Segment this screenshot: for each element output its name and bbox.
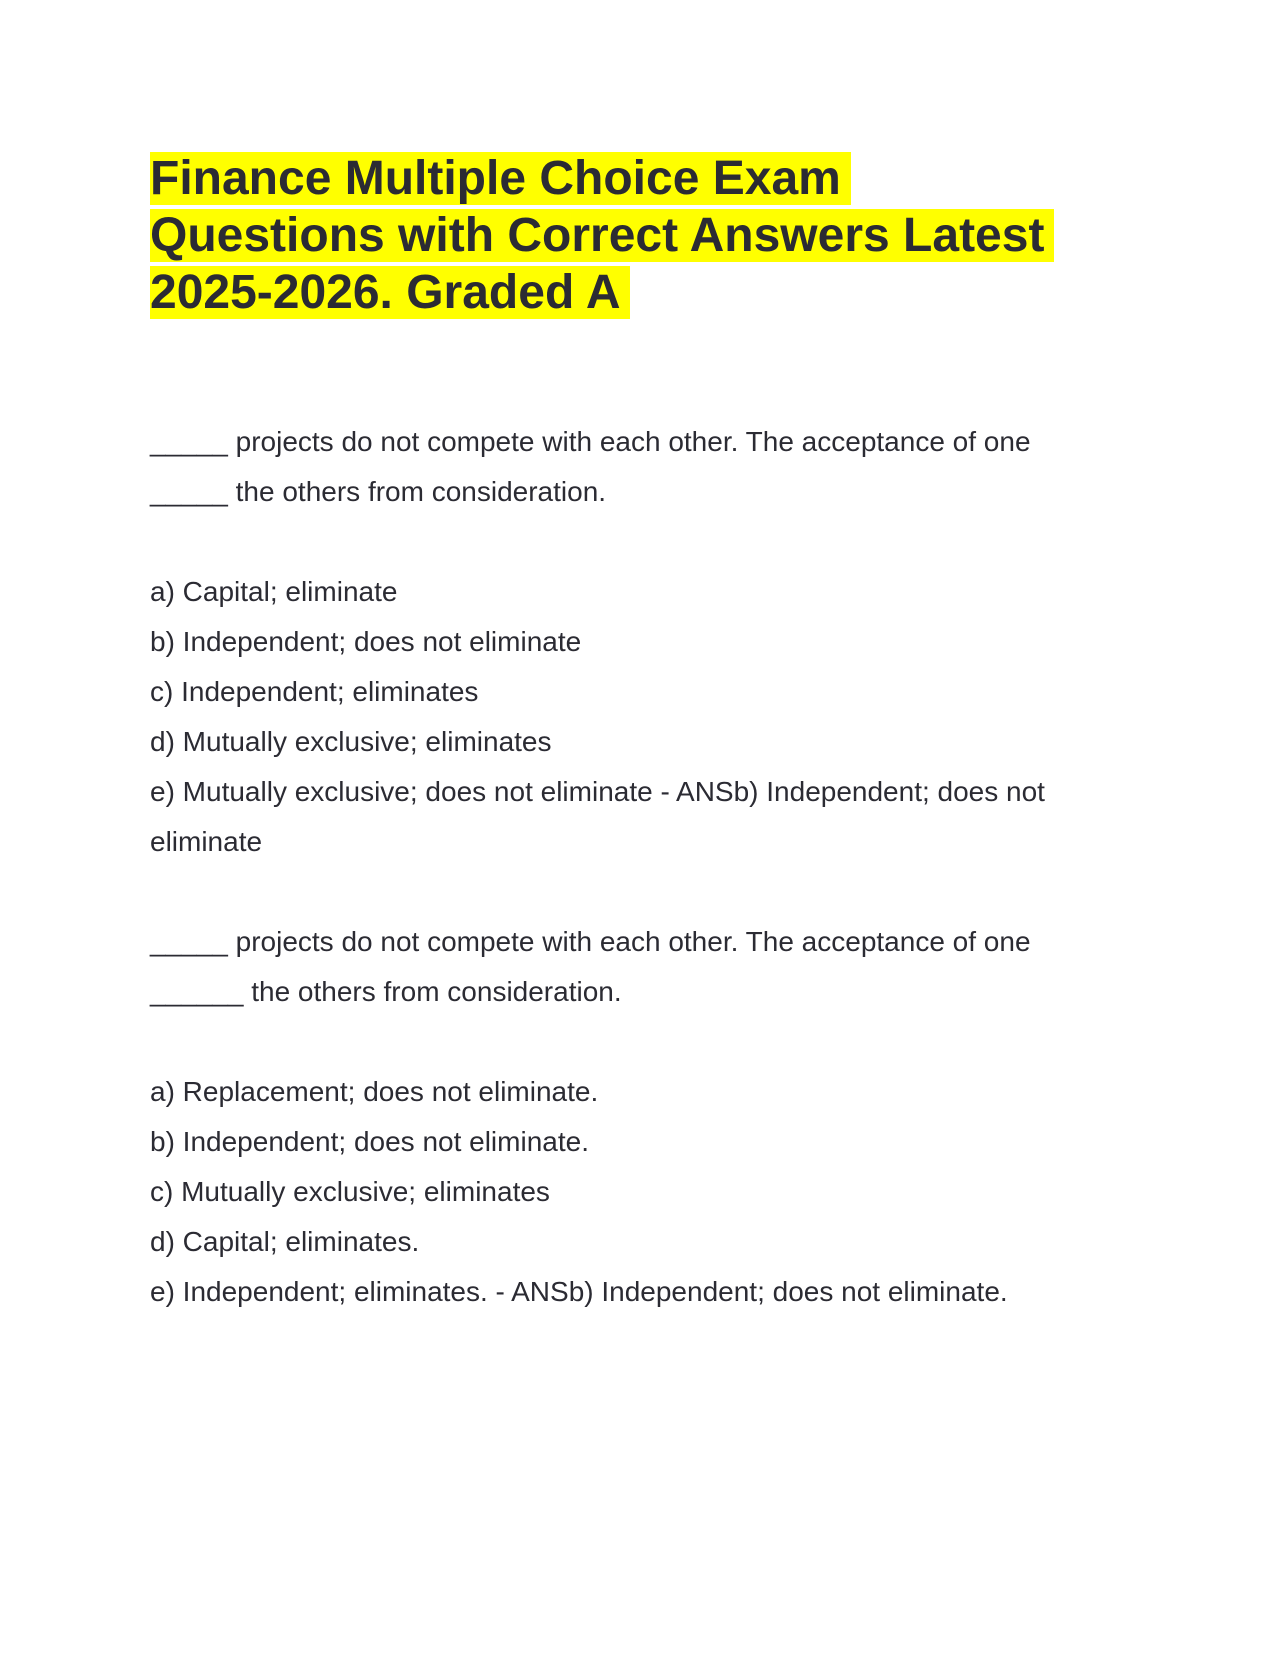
answer-option: d) Capital; eliminates. <box>150 1226 420 1257</box>
paragraph-gap <box>150 867 1110 917</box>
title-line: Questions with Correct Answers Latest <box>150 209 1054 262</box>
question-2 <box>150 917 1110 1317</box>
answer-option: c) Mutually exclusive; eliminates <box>150 1176 550 1207</box>
question-stem-line: _____ the others from consideration. <box>150 476 607 507</box>
question-stem-line: _____ projects do not compete with each other. The acceptance of one <box>150 426 1031 457</box>
question-stem-line: _____ projects do not compete with each other. The acceptance of one <box>150 926 1031 957</box>
answer-option: b) Independent; does not eliminate <box>150 626 582 657</box>
question-stem-line: ______ the others from consideration. <box>150 976 622 1007</box>
answer-option: a) Capital; eliminate <box>150 576 398 607</box>
paragraph-gap <box>150 517 1110 567</box>
answer-option: e) Independent; eliminates. - ANSb) Independent; does not eliminate. <box>150 1276 1008 1307</box>
document-title <box>150 150 1110 321</box>
answer-option: a) Replacement; does not eliminate. <box>150 1076 599 1107</box>
answer-option-continued: eliminate <box>150 826 263 857</box>
question-1 <box>150 417 1110 867</box>
answer-option: b) Independent; does not eliminate. <box>150 1126 589 1157</box>
paragraph-gap <box>150 1017 1110 1067</box>
title-spacer <box>150 321 1110 417</box>
answer-option: e) Mutually exclusive; does not eliminate - ANSb) Independent; does not <box>150 776 1045 807</box>
answer-option: c) Independent; eliminates <box>150 676 479 707</box>
answer-option: d) Mutually exclusive; eliminates <box>150 726 552 757</box>
title-line: Finance Multiple Choice Exam <box>150 152 851 205</box>
title-line: 2025-2026. Graded A <box>150 266 630 319</box>
document-content <box>150 150 1110 1317</box>
